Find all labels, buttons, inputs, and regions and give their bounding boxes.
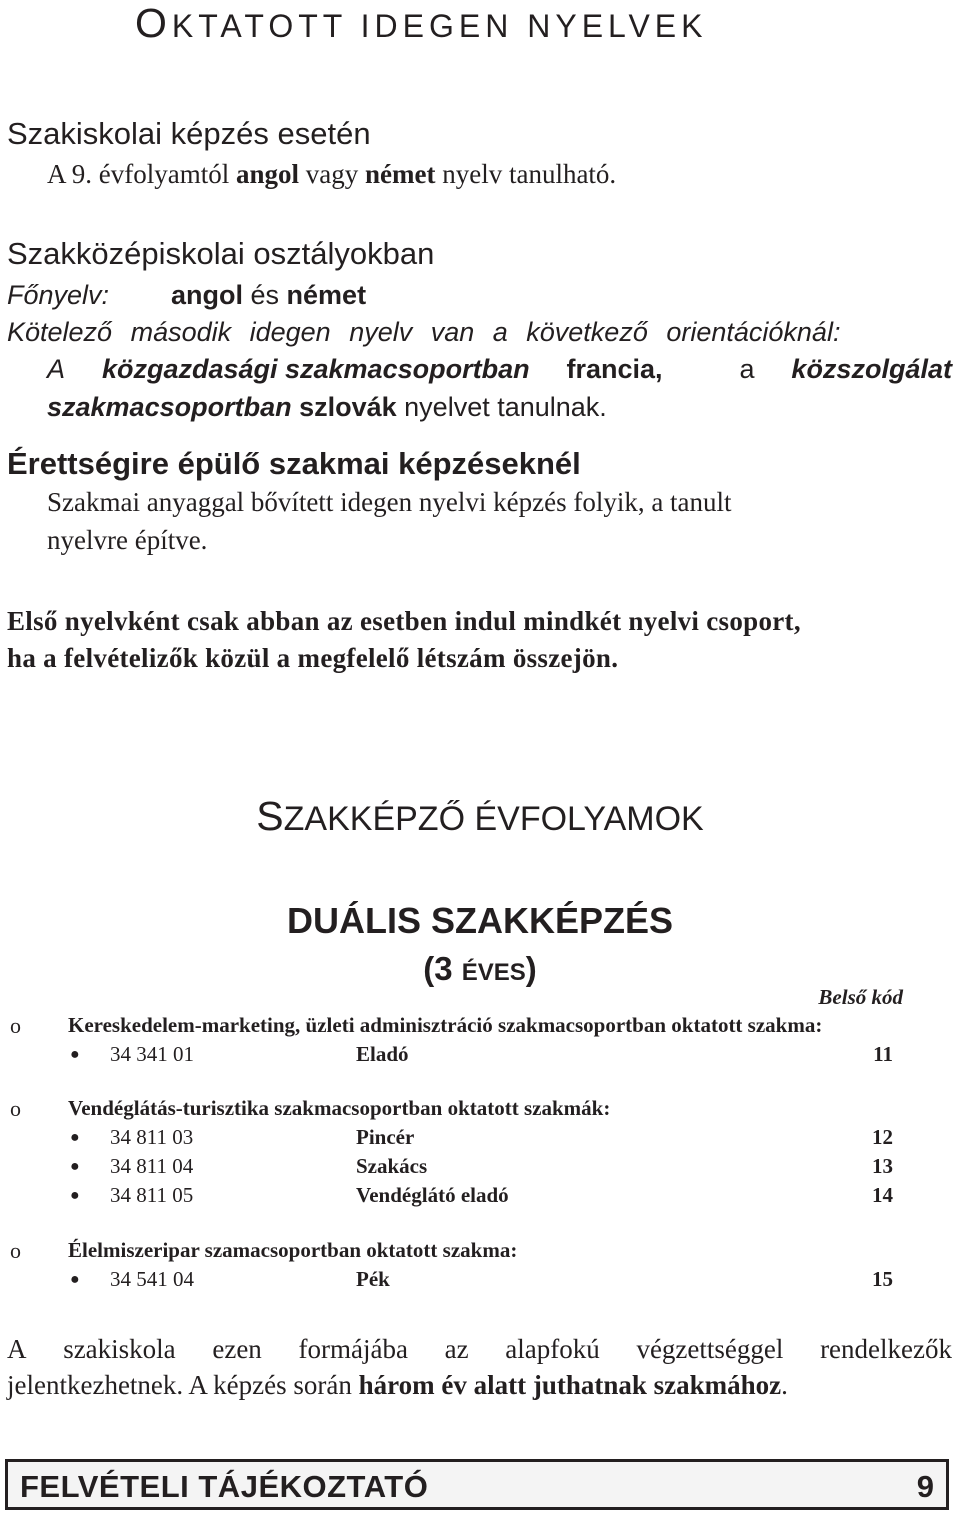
szakma-code: 34 811 03 xyxy=(110,1125,194,1149)
erettsegi-line1: Szakmai anyaggal bővített idegen nyelvi képzés folyik, a tanult xyxy=(47,487,732,517)
kotelezo-text: Kötelező második idegen nyelv van a következő orientációknál: xyxy=(7,317,841,347)
footer-title: FELVÉTELI TÁJÉKOZTATÓ xyxy=(20,1469,429,1504)
szakma-kod: 15 xyxy=(872,1267,893,1291)
closing-line2: jelentkezhetnek. A képzés során három év alatt juthatnak szakmához. xyxy=(7,1370,788,1400)
group-title: Élelmiszeripar szamacsoportban oktatott szakma: xyxy=(68,1238,518,1262)
szakma-code: 34 541 04 xyxy=(110,1267,194,1291)
group-title: Vendéglátás-turisztika szakmacsoportban oktatott szakmák: xyxy=(68,1096,611,1120)
szakma-name: Eladó xyxy=(356,1042,409,1066)
szakiskolai-heading: Szakiskolai képzés esetén xyxy=(7,116,371,151)
szakma-kod: 13 xyxy=(872,1154,893,1178)
szakma-kod: 11 xyxy=(873,1042,893,1066)
dualis-title: DUÁLIS SZAKKÉPZÉS xyxy=(286,900,674,941)
notice-line1: Első nyelvként csak abban az esetben indul mindkét nyelvi csoport, xyxy=(7,606,801,636)
szakma-code: 34 341 01 xyxy=(110,1042,194,1066)
szakma-code: 34 811 04 xyxy=(110,1154,194,1178)
closing-line1: A szakiskola ezen formájába az alapfokú végzettséggel rendelkezők xyxy=(7,1334,952,1364)
szakma-name: Pék xyxy=(356,1267,390,1291)
erettsegi-line2: nyelvre építve. xyxy=(47,525,208,555)
bullet-dot: ● xyxy=(70,1271,80,1288)
bullet-dot: ● xyxy=(70,1046,80,1063)
page-number: 9 xyxy=(916,1469,934,1504)
group-marker: o xyxy=(10,1013,21,1038)
notice-line2: ha a felvételizők közül a megfelelő létszám összejön. xyxy=(7,643,619,673)
footer-bar xyxy=(5,1459,949,1510)
bullet-dot: ● xyxy=(70,1158,80,1175)
page-title: OKTATOTT IDEGEN NYELVEK xyxy=(135,0,708,46)
group-marker: o xyxy=(10,1238,21,1263)
group-title: Kereskedelem-marketing, üzleti adminisztráció szakmacsoportban oktatott szakma: xyxy=(68,1013,823,1037)
fonyelv-value: angol és német xyxy=(171,280,367,310)
szakma-kod: 12 xyxy=(872,1125,893,1149)
szakma-name: Szakács xyxy=(356,1154,428,1178)
bullet-dot: ● xyxy=(70,1129,80,1146)
szakma-name: Vendéglátó eladó xyxy=(356,1183,509,1207)
dualis-subtitle: (3 ÉVES) xyxy=(423,950,537,987)
orientacio-line: A közgazdasági szakmacsoportban francia, a közszolgálat xyxy=(47,354,952,384)
szakkozep-heading: Szakközépiskolai osztályokban xyxy=(7,236,435,271)
bullet-dot: ● xyxy=(70,1187,80,1204)
szakma-code: 34 811 05 xyxy=(110,1183,194,1207)
szakma-name: Pincér xyxy=(356,1125,415,1149)
szlovak-line: szakmacsoportban szlovák nyelvet tanulnak. xyxy=(47,392,607,422)
kod-header: Belső kód xyxy=(818,985,903,1009)
erettsegi-heading: Érettségire épülő szakmai képzéseknél xyxy=(7,446,581,481)
group-marker: o xyxy=(10,1096,21,1121)
szakiskolai-text: A 9. évfolyamtól angol vagy német nyelv tanulható. xyxy=(47,159,617,189)
szakma-kod: 14 xyxy=(872,1183,893,1207)
szakkepzo-title: SZAKKÉPZŐ ÉVFOLYAMOK xyxy=(256,793,704,839)
fonyelv-label: Főnyelv: xyxy=(7,280,110,310)
